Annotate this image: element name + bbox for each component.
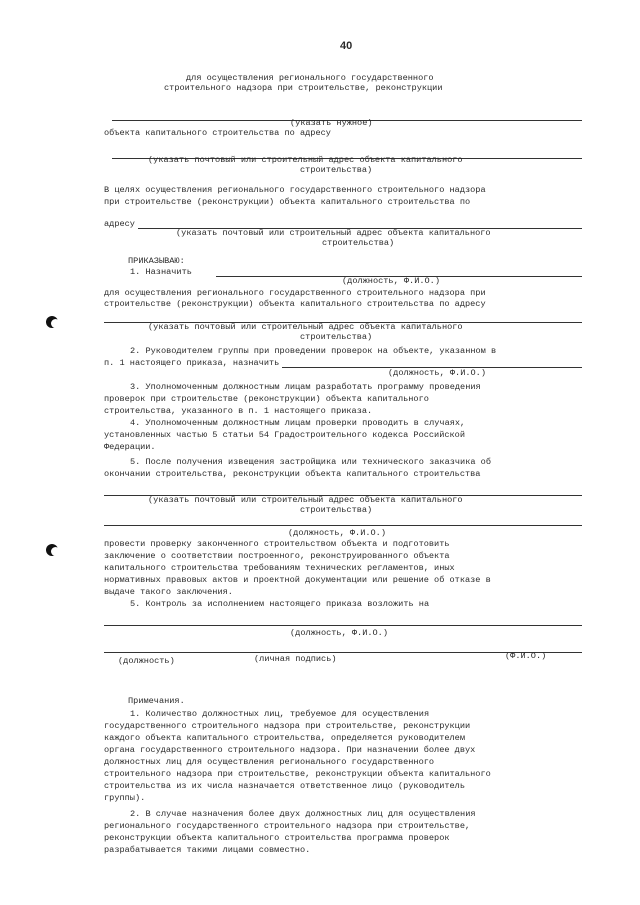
- punch-hole-top: [46, 316, 58, 328]
- item3-line-3: строительства, указанного в п. 1 настоящего приказа.: [104, 406, 373, 416]
- note1-line-8: группы).: [104, 793, 146, 803]
- blank-line: [104, 525, 582, 526]
- note2-line-4: разрабатывается такими лицами совместно.: [104, 845, 311, 855]
- purpose-line-2: при строительстве (реконструкции) объекта капитального строительства по: [104, 197, 471, 207]
- item5-hint-position: (должность, Ф.И.О.): [288, 528, 386, 538]
- item1-start: 1. Назначить: [130, 267, 192, 277]
- object-address-label: объекта капитального строительства по адресу: [104, 128, 331, 138]
- note1-line-1: 1. Количество должностных лиц, требуемое для осуществления: [130, 709, 430, 719]
- item2-line-1: 2. Руководителем группы при проведении проверок на объекте, указанном в: [130, 346, 497, 356]
- hint-specify-needed: (указать нужное): [290, 118, 373, 128]
- note1-line-5: должностных лиц для осуществления регионального государственного: [104, 757, 435, 767]
- page-number: 40: [340, 40, 353, 52]
- note2-line-2: регионального государственного строительного надзора при строительстве,: [104, 821, 471, 831]
- item5-line-5: капитального строительства требованиям технических регламентов, иных: [104, 563, 455, 573]
- item3-line-1: 3. Уполномоченным должностным лицам разработать программу проведения: [130, 382, 481, 392]
- item2-line-2: п. 1 настоящего приказа, назначить: [104, 358, 280, 368]
- item5-line-6: нормативных правовых актов и проектной документации или решение об отказе в: [104, 575, 491, 585]
- item6-line-1: 5. Контроль за исполнением настоящего приказа возложить на: [130, 599, 430, 609]
- signature-name: (Ф.И.О.): [505, 651, 547, 661]
- order-word: ПРИКАЗЫВАЮ:: [128, 256, 185, 266]
- note1-line-4: органа государственного строительного надзора. При назначении более двух: [104, 745, 476, 755]
- item5-hint-address-b: строительства): [300, 505, 373, 515]
- hint-postal-address-2a: (указать почтовый или строительный адрес объекта капитального: [176, 228, 491, 238]
- item2-hint-position: (должность, Ф.И.О.): [388, 368, 486, 378]
- item6-hint-position: (должность, Ф.И.О.): [290, 628, 388, 638]
- note2-line-3: реконструкции объекта капитального строительства программа проверок: [104, 833, 450, 843]
- signature-signature: (личная подпись): [254, 654, 337, 664]
- item5-line-4: заключение о соответствии построенного, реконструированного объекта: [104, 551, 450, 561]
- item4-line-1: 4. Уполномоченным должностным лицам проверки проводить в случаях,: [130, 418, 466, 428]
- heading-line-2: строительного надзора при строительстве, реконструкции: [164, 83, 443, 93]
- item1-line-2: для осуществления регионального государственного строительного надзора при: [104, 288, 486, 298]
- item4-line-2: установленных частью 5 статьи 54 Градостроительного кодекса Российской: [104, 430, 465, 440]
- item5-line-3: провести проверку законченного строительством объекта и подготовить: [104, 539, 450, 549]
- item5-hint-address-a: (указать почтовый или строительный адрес объекта капитального: [148, 495, 463, 505]
- punch-hole-bottom: [46, 544, 58, 556]
- item1-hint-address-b: строительства): [300, 332, 373, 342]
- item5-line-7: выдаче такого заключения.: [104, 587, 233, 597]
- item1-line-3: строительстве (реконструкции) объекта капитального строительства по адресу: [104, 299, 486, 309]
- item1-hint-address-a: (указать почтовый или строительный адрес объекта капитального: [148, 322, 463, 332]
- item5-line-2: окончании строительства, реконструкции объекта капитального строительства: [104, 469, 481, 479]
- heading-line-1: для осуществления регионального государственного: [186, 73, 434, 83]
- hint-postal-address-a: (указать почтовый или строительный адрес объекта капитального: [148, 155, 463, 165]
- blank-line: [104, 625, 582, 626]
- signature-position: (должность): [118, 656, 175, 666]
- note1-line-6: строительного надзора при строительстве, реконструкции объекта капитального: [104, 769, 491, 779]
- item3-line-2: проверок при строительстве (реконструкции) объекта капитального: [104, 394, 429, 404]
- item5-line-1: 5. После получения извещения застройщика или технического заказчика об: [130, 457, 491, 467]
- note1-line-2: государственного строительного надзора при строительстве, реконструкции: [104, 721, 471, 731]
- note2-line-1: 2. В случае назначения более двух должностных лиц для осуществления: [130, 809, 476, 819]
- purpose-line-3: адресу: [104, 219, 135, 229]
- notes-title: Примечания.: [128, 696, 185, 706]
- hint-postal-address-2b: строительства): [322, 238, 395, 248]
- purpose-line-1: В целях осуществления регионального государственного строительного надзора: [104, 185, 486, 195]
- item1-hint-position: (должность, Ф.И.О.): [342, 276, 440, 286]
- hint-postal-address-b: строительства): [300, 165, 373, 175]
- item4-line-3: Федерации.: [104, 442, 156, 452]
- note1-line-3: каждого объекта капитального строительства, определяется руководителем: [104, 733, 465, 743]
- note1-line-7: строительства из их числа назначается ответственное лицо (руководитель: [104, 781, 465, 791]
